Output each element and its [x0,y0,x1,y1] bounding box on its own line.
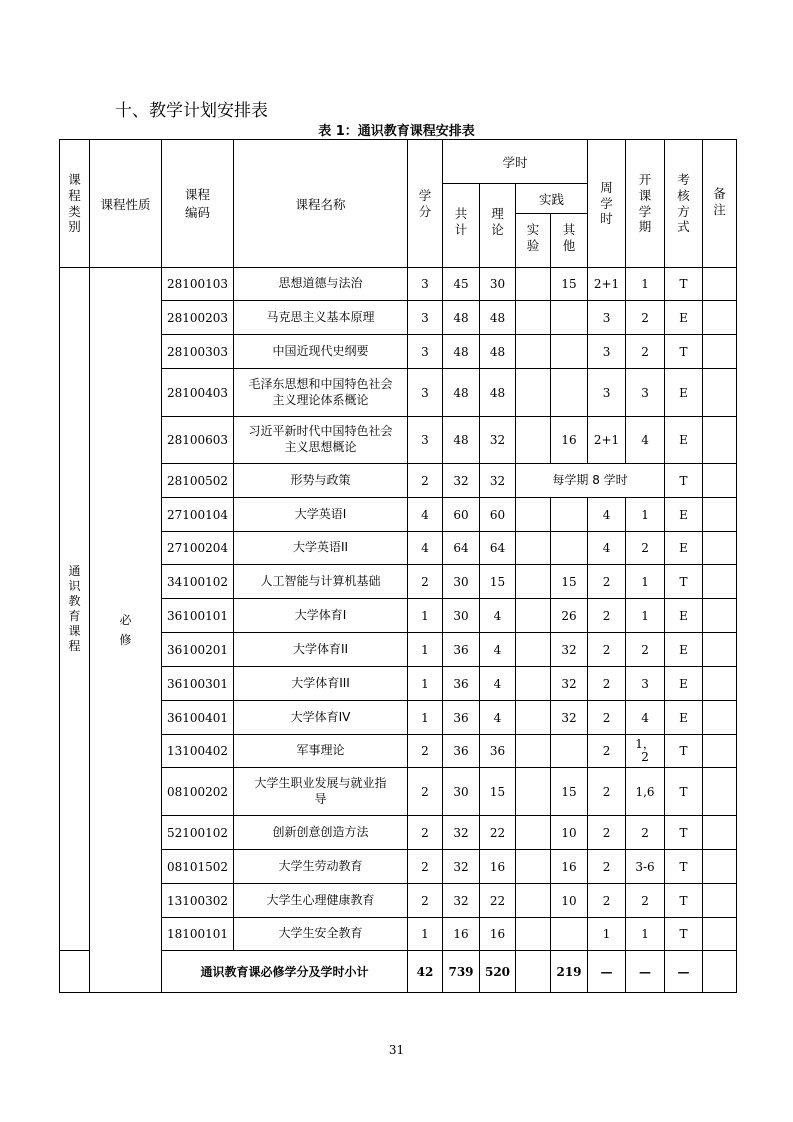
subtotal-total: 739 [443,951,480,993]
course-name: 大学体育III [234,667,408,701]
assessment: T [665,464,703,498]
remarks [703,850,737,884]
weekly-hours: 2 [588,701,626,735]
hours-experiment [516,335,551,369]
semester: 3-6 [626,850,665,884]
hours-total: 30 [443,599,480,633]
header-credits: 学分 [408,140,443,268]
credits: 2 [408,565,443,599]
hours-experiment [516,498,551,532]
course-code: 52100102 [162,816,234,850]
hours-experiment [516,768,551,816]
category-cell-blank [60,951,90,993]
hours-other [551,301,588,335]
hours-total: 45 [443,268,480,301]
remarks [703,667,737,701]
remarks [703,884,737,918]
course-schedule-table [59,139,737,993]
course-code: 36100401 [162,701,234,735]
header-category: 课程类别 [60,140,90,268]
category-cell: 通识教育课程 [60,268,90,951]
table-row [60,735,737,768]
weekly-hours: 2 [588,599,626,633]
course-code: 13100402 [162,735,234,768]
credits: 2 [408,884,443,918]
weekly-hours: 2 [588,816,626,850]
subtotal-assessment: — [665,951,703,993]
table-row [60,565,737,599]
semester: 4 [626,417,665,464]
weekly-hours: 3 [588,369,626,417]
hours-other [551,918,588,951]
course-code: 36100101 [162,599,234,633]
credits: 3 [408,369,443,417]
weekly-hours: 2 [588,633,626,667]
hours-experiment [516,701,551,735]
table-row [60,599,737,633]
hours-theory: 64 [480,532,516,565]
semester: 2 [626,884,665,918]
hours-experiment [516,369,551,417]
course-code: 13100302 [162,884,234,918]
hours-other [551,498,588,532]
credits: 3 [408,301,443,335]
credits: 3 [408,268,443,301]
hours-other: 32 [551,701,588,735]
semester: 1 [626,599,665,633]
hours-total: 36 [443,633,480,667]
hours-experiment [516,532,551,565]
credits: 1 [408,599,443,633]
hours-other [551,369,588,417]
course-code: 08100202 [162,768,234,816]
hours-total: 48 [443,335,480,369]
semester: 4 [626,701,665,735]
table-row [60,464,737,498]
course-code: 36100201 [162,633,234,667]
course-name: 大学英语II [234,532,408,565]
assessment: T [665,565,703,599]
header-name: 课程名称 [234,140,408,268]
hours-theory: 4 [480,667,516,701]
assessment: T [665,918,703,951]
hours-note: 每学期 8 学时 [516,464,665,498]
semester: 2 [626,532,665,565]
credits: 1 [408,701,443,735]
weekly-hours: 2 [588,667,626,701]
course-code: 28100103 [162,268,234,301]
hours-experiment [516,816,551,850]
table-row [60,417,737,464]
header-assessment: 考核方式 [665,140,703,268]
weekly-hours: 4 [588,498,626,532]
hours-experiment [516,565,551,599]
subtotal-label: 通识教育课必修学分及学时小计 [162,951,408,993]
hours-other: 32 [551,633,588,667]
weekly-hours: 2+1 [588,268,626,301]
hours-theory: 16 [480,918,516,951]
table-row [60,633,737,667]
course-name: 思想道德与法治 [234,268,408,301]
hours-total: 30 [443,565,480,599]
course-code: 18100101 [162,918,234,951]
remarks [703,918,737,951]
header-total: 共计 [443,184,480,268]
page-number: 31 [388,1043,405,1057]
remarks [703,735,737,768]
hours-experiment [516,301,551,335]
semester: 2 [626,816,665,850]
header-weekly: 周学时 [588,140,626,268]
credits: 2 [408,768,443,816]
table-row [60,369,737,417]
header-semester: 开课学期 [626,140,665,268]
semester: 2 [626,633,665,667]
assessment: T [665,884,703,918]
course-code: 28100603 [162,417,234,464]
assessment: E [665,417,703,464]
credits: 3 [408,335,443,369]
course-name: 大学体育II [234,633,408,667]
remarks [703,565,737,599]
hours-experiment [516,918,551,951]
remarks [703,498,737,532]
credits: 1 [408,633,443,667]
credits: 4 [408,498,443,532]
assessment: E [665,498,703,532]
assessment: E [665,369,703,417]
table-row [60,701,737,735]
table-title: 表 1：通识教育课程安排表 [318,124,475,139]
hours-other: 15 [551,768,588,816]
semester: 1，2 [626,735,665,768]
hours-theory: 48 [480,301,516,335]
course-name: 形势与政策 [234,464,408,498]
weekly-hours: 2 [588,768,626,816]
table-row [60,768,737,816]
header-practice: 实践 [516,184,588,214]
semester: 3 [626,369,665,417]
hours-other: 16 [551,850,588,884]
header-other: 其他 [551,214,588,268]
semester: 1 [626,918,665,951]
hours-theory: 32 [480,417,516,464]
hours-theory: 32 [480,464,516,498]
hours-other [551,532,588,565]
header-code: 课程编码 [162,140,234,268]
credits: 4 [408,532,443,565]
subtotal-weekly: — [588,951,626,993]
header-hours: 学时 [443,140,588,184]
course-name: 人工智能与计算机基础 [234,565,408,599]
hours-theory: 48 [480,369,516,417]
hours-theory: 60 [480,498,516,532]
hours-theory: 4 [480,701,516,735]
assessment: T [665,768,703,816]
remarks [703,816,737,850]
hours-other: 16 [551,417,588,464]
hours-other: 10 [551,816,588,850]
semester: 1 [626,565,665,599]
table-row [60,667,737,701]
table-row [60,301,737,335]
remarks [703,268,737,301]
credits: 3 [408,417,443,464]
assessment: T [665,335,703,369]
assessment: T [665,816,703,850]
credits: 2 [408,816,443,850]
hours-experiment [516,633,551,667]
course-name: 创新创意创造方法 [234,816,408,850]
course-code: 36100301 [162,667,234,701]
weekly-hours: 1 [588,918,626,951]
credits: 2 [408,464,443,498]
table-row [60,532,737,565]
semester: 1 [626,268,665,301]
assessment: T [665,735,703,768]
weekly-hours: 2 [588,884,626,918]
hours-total: 32 [443,850,480,884]
hours-theory: 36 [480,735,516,768]
course-name: 毛泽东思想和中国特色社会主义理论体系概论 [234,369,408,417]
hours-total: 64 [443,532,480,565]
hours-total: 30 [443,768,480,816]
hours-experiment [516,417,551,464]
remarks [703,633,737,667]
remarks [703,464,737,498]
remarks [703,369,737,417]
weekly-hours: 4 [588,532,626,565]
hours-total: 60 [443,498,480,532]
header-experiment: 实验 [516,214,551,268]
semester: 1,6 [626,768,665,816]
course-name: 马克思主义基本原理 [234,301,408,335]
section-heading: 十、教学计划安排表 [115,101,268,121]
remarks [703,301,737,335]
course-code: 27100104 [162,498,234,532]
hours-total: 16 [443,918,480,951]
hours-theory: 30 [480,268,516,301]
assessment: E [665,667,703,701]
assessment: E [665,599,703,633]
remarks [703,532,737,565]
course-code: 08101502 [162,850,234,884]
hours-theory: 15 [480,565,516,599]
hours-total: 32 [443,464,480,498]
subtotal-other: 219 [551,951,588,993]
hours-experiment [516,268,551,301]
header-theory: 理论 [480,184,516,268]
course-code: 28100502 [162,464,234,498]
course-name: 军事理论 [234,735,408,768]
hours-other [551,335,588,369]
table-row [60,918,737,951]
course-name: 大学生心理健康教育 [234,884,408,918]
table-row [60,850,737,884]
course-code: 34100102 [162,565,234,599]
assessment: E [665,633,703,667]
assessment: E [665,532,703,565]
course-name: 大学体育I [234,599,408,633]
credits: 2 [408,850,443,884]
hours-total: 36 [443,735,480,768]
hours-theory: 4 [480,633,516,667]
table-row [60,498,737,532]
semester: 2 [626,335,665,369]
assessment: T [665,268,703,301]
hours-experiment [516,850,551,884]
hours-experiment [516,667,551,701]
semester: 1 [626,498,665,532]
course-name: 习近平新时代中国特色社会主义思想概论 [234,417,408,464]
assessment: T [665,850,703,884]
remarks [703,768,737,816]
hours-total: 48 [443,417,480,464]
weekly-hours: 3 [588,301,626,335]
course-code: 28100303 [162,335,234,369]
subtotal-semester: — [626,951,665,993]
header-remarks: 备注 [703,140,737,268]
hours-total: 32 [443,816,480,850]
hours-other: 32 [551,667,588,701]
hours-theory: 22 [480,816,516,850]
subtotal-remarks [703,951,737,993]
table-row [60,335,737,369]
hours-total: 36 [443,701,480,735]
remarks [703,335,737,369]
hours-theory: 4 [480,599,516,633]
hours-total: 32 [443,884,480,918]
hours-experiment [516,735,551,768]
hours-theory: 22 [480,884,516,918]
weekly-hours: 2+1 [588,417,626,464]
subtotal-row [60,951,737,993]
remarks [703,599,737,633]
weekly-hours: 2 [588,850,626,884]
course-code: 28100203 [162,301,234,335]
hours-other: 26 [551,599,588,633]
hours-other: 15 [551,565,588,599]
nature-cell: 必修 [90,268,162,993]
course-name: 大学生劳动教育 [234,850,408,884]
credits: 1 [408,918,443,951]
semester: 3 [626,667,665,701]
course-name: 大学英语I [234,498,408,532]
hours-total: 48 [443,301,480,335]
assessment: E [665,701,703,735]
course-code: 27100204 [162,532,234,565]
hours-theory: 48 [480,335,516,369]
table-row [60,884,737,918]
hours-other: 15 [551,268,588,301]
remarks [703,417,737,464]
hours-theory: 15 [480,768,516,816]
hours-total: 48 [443,369,480,417]
subtotal-theory: 520 [480,951,516,993]
table-row [60,816,737,850]
semester: 2 [626,301,665,335]
header-nature: 课程性质 [90,140,162,268]
hours-theory: 16 [480,850,516,884]
course-name: 中国近现代史纲要 [234,335,408,369]
hours-other: 10 [551,884,588,918]
course-name: 大学生职业发展与就业指导 [234,768,408,816]
course-name: 大学体育IV [234,701,408,735]
weekly-hours: 2 [588,565,626,599]
weekly-hours: 3 [588,335,626,369]
hours-experiment [516,599,551,633]
table-row [60,268,737,301]
assessment: E [665,301,703,335]
subtotal-experiment [516,951,551,993]
course-code: 28100403 [162,369,234,417]
credits: 1 [408,667,443,701]
weekly-hours: 2 [588,735,626,768]
subtotal-credits: 42 [408,951,443,993]
hours-experiment [516,884,551,918]
hours-total: 36 [443,667,480,701]
hours-other [551,735,588,768]
course-name: 大学生安全教育 [234,918,408,951]
remarks [703,701,737,735]
credits: 2 [408,735,443,768]
